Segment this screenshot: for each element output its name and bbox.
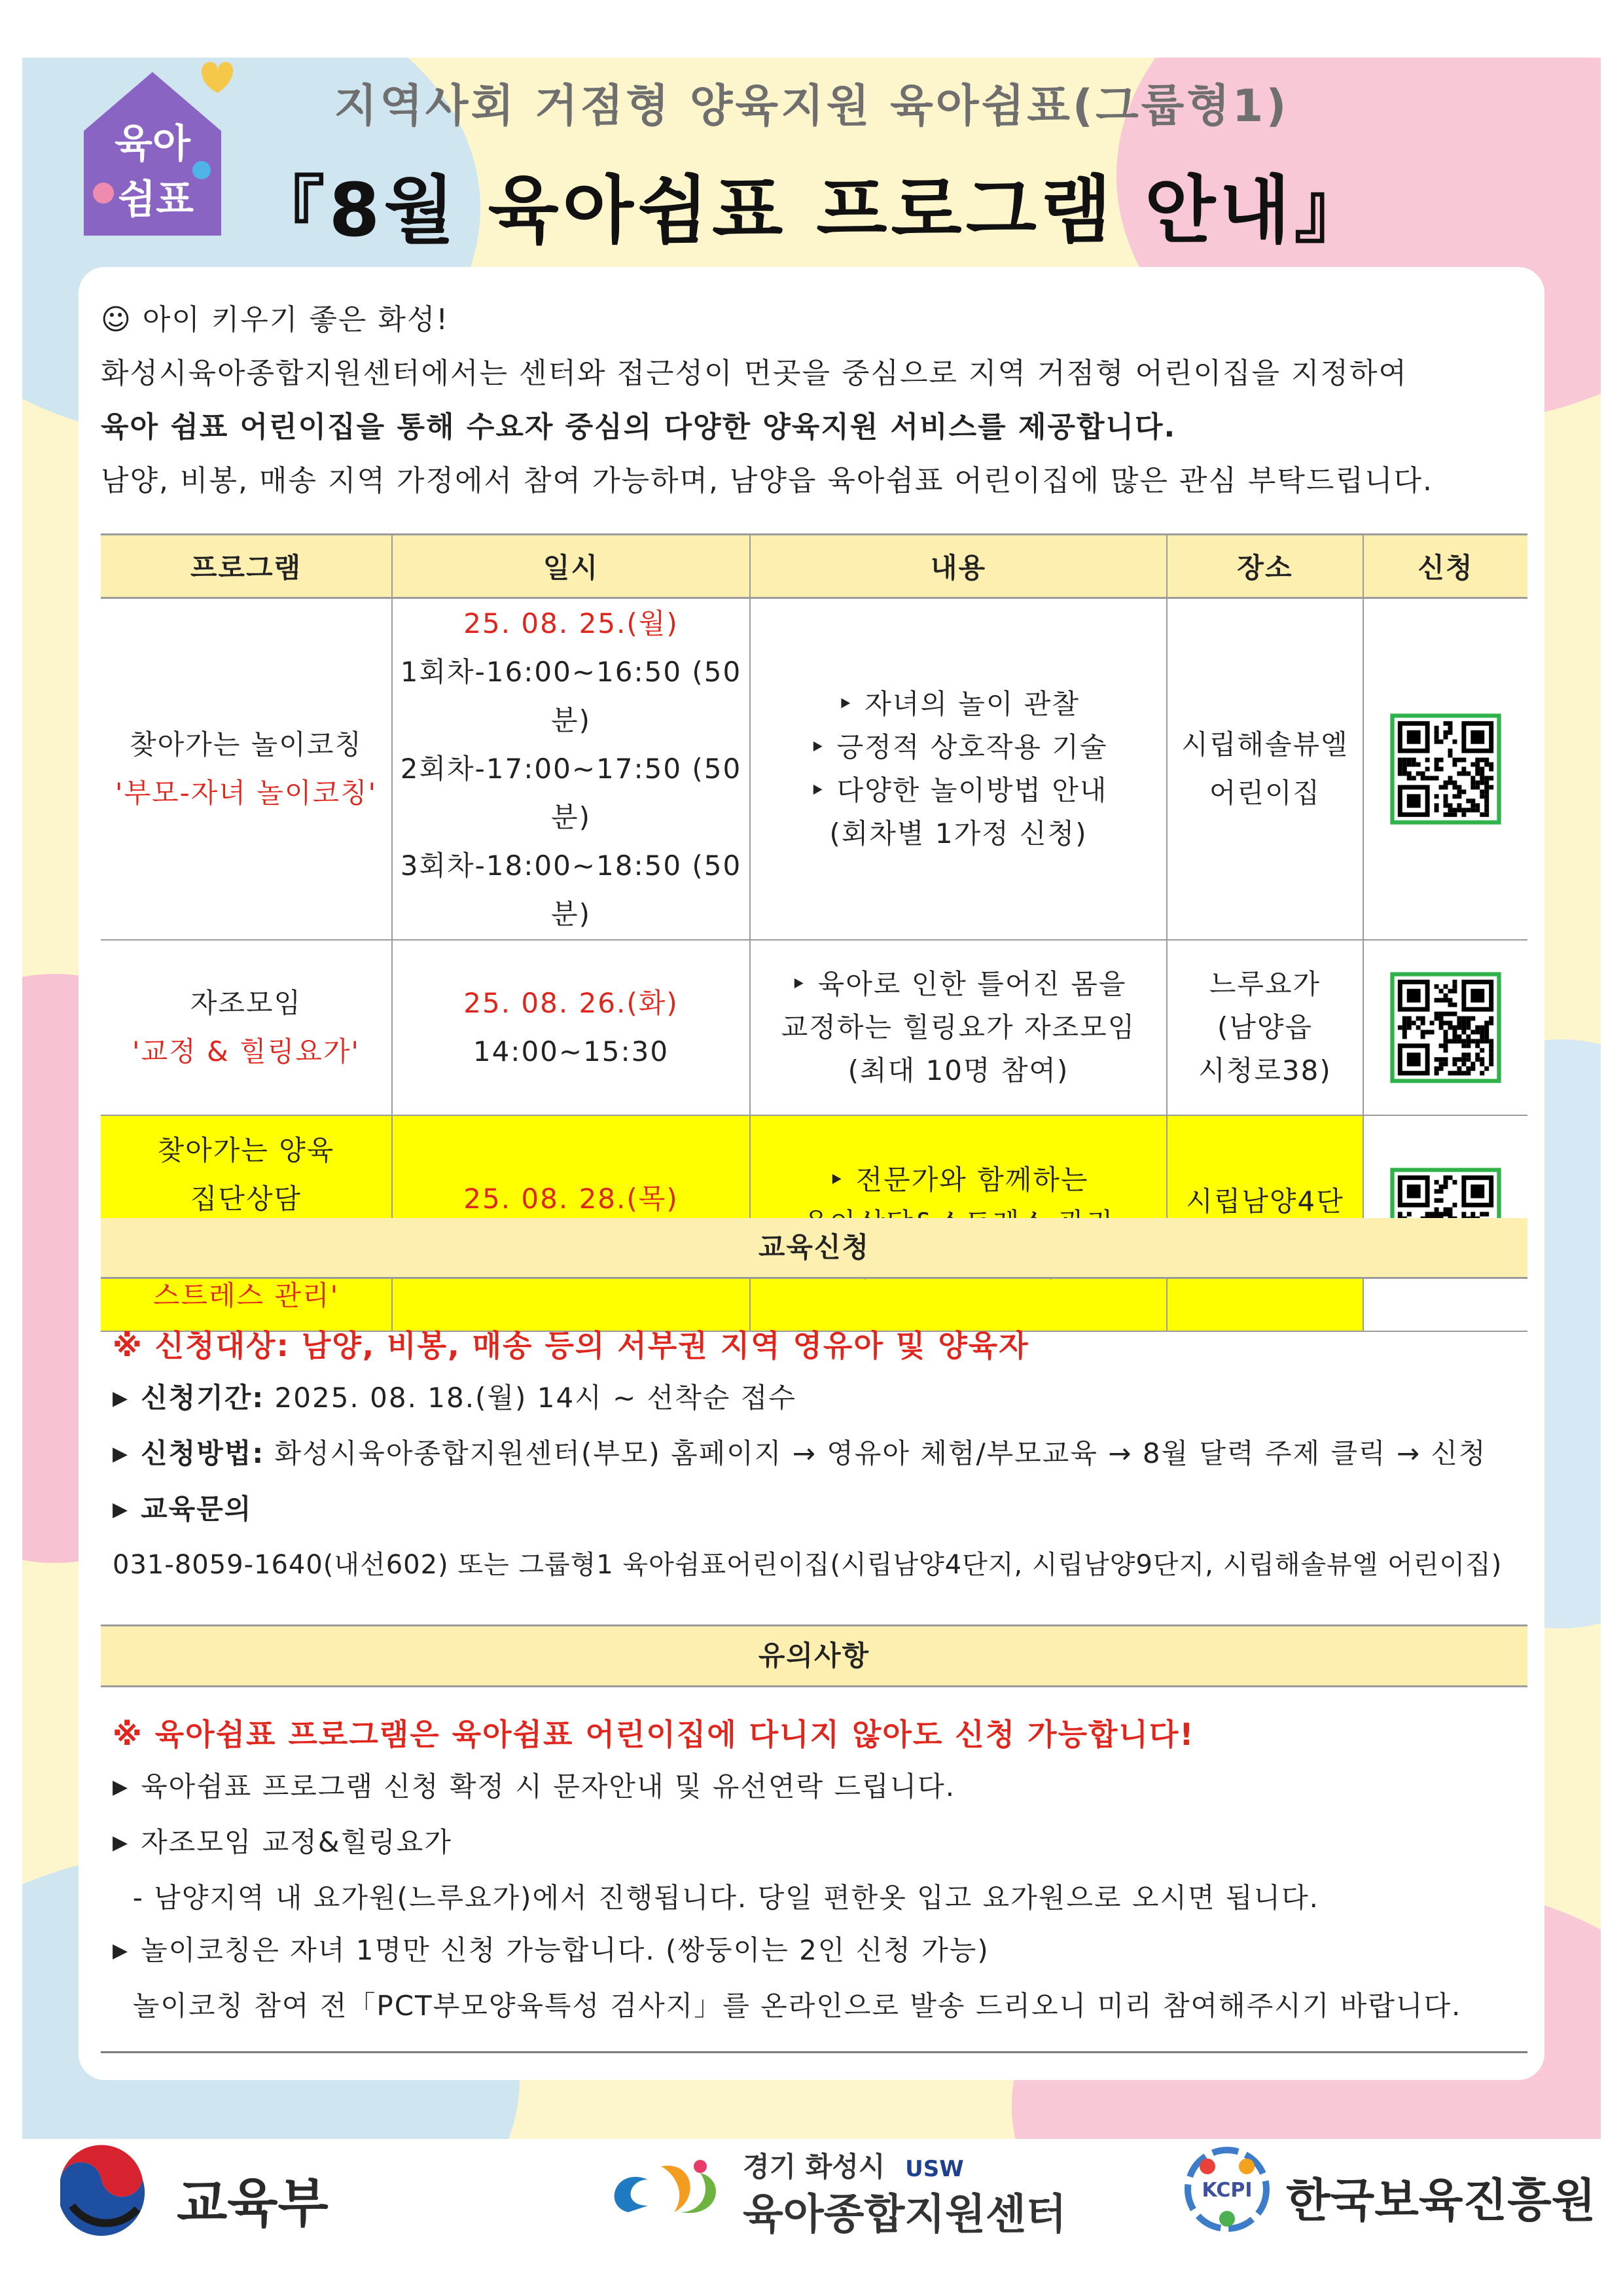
notes-highlight: ※ 육아쉼표 프로그램은 육아쉼표 어린이집에 다니지 않아도 신청 가능합니다!: [113, 1717, 1195, 1752]
content-line: 교정하는 힐링요가 자조모임: [781, 1011, 1136, 1043]
program-date: 25. 08. 28.(목): [463, 1183, 679, 1215]
table-row: [101, 940, 1527, 1115]
kcpi-label: 한국보육진흥원: [1286, 2174, 1596, 2227]
usw-mark: USW: [905, 2156, 964, 2182]
apply-period-label: 신청기간:: [141, 1382, 265, 1414]
place-line: (남양읍: [1217, 1011, 1313, 1043]
program-time: 2회차-17:00~17:50 (50분): [400, 753, 742, 833]
qr-code-icon[interactable]: [1390, 713, 1501, 825]
taegeuk-icon: [52, 2140, 151, 2238]
notes-item-text: 자조모임 교정&힐링요가: [141, 1826, 452, 1858]
moe-label: 교육부: [177, 2173, 329, 2234]
center-logo: [602, 2140, 1073, 2238]
notes-item: [113, 1816, 1539, 1872]
center-city: 경기 화성시: [743, 2151, 885, 2183]
program-subtitle: 스트레스 관리': [152, 1280, 340, 1312]
notes-item: [113, 1761, 1539, 1816]
datetime-cell: [392, 598, 750, 941]
notes-item-sub: 놀이코칭 참여 전「PCT부모양육특성 검사지」를 온라인으로 발송 드리오니 미리 참여해주시기 바랍니다.: [113, 1990, 1462, 2022]
place-cell: [1167, 598, 1363, 941]
notes-section: [113, 1708, 1539, 2032]
logo-text-top: 육아: [115, 121, 190, 167]
kcpi-emblem-icon: [1178, 2140, 1276, 2238]
notes-item-sub: - 남양지역 내 요가원(느루요가)에서 진행됩니다. 당일 편한옷 입고 요가원으로 오시면 됩니다.: [113, 1882, 1320, 1914]
divider: [101, 2051, 1527, 2053]
content-line: ‣ 다양한 놀이방법 안내: [809, 774, 1108, 806]
content-line: ‣ 전문가와 함께하는: [828, 1164, 1089, 1196]
apply-method-value: 화성시육아종합지원센터(부모) 홈페이지 → 영유아 체험/부모교육 → 8월 달력 주제 클릭 → 신청: [274, 1437, 1487, 1469]
apply-section-heading: 교육신청: [101, 1218, 1527, 1279]
col-header-program: 프로그램: [101, 535, 392, 598]
apply-period-value: 2025. 08. 18.(월) 14시 ~ 선착순 접수: [274, 1382, 796, 1414]
content-line: ‣ 긍정적 상호작용 기술: [809, 731, 1108, 763]
program-date: 25. 08. 26.(화): [463, 987, 679, 1019]
content-line: (회차별 1가정 신청): [829, 817, 1088, 850]
qr-cell: [1363, 940, 1527, 1115]
moe-logo: [52, 2140, 327, 2238]
program-subtitle: '부모-자녀 놀이코칭': [115, 777, 378, 809]
notes-item: [113, 1924, 1539, 1980]
center-top-line: [743, 2145, 964, 2185]
apply-inquiry: [113, 1483, 1539, 1539]
apply-section: [113, 1319, 1539, 1591]
triangle-bullet-icon: ▶: [113, 1387, 130, 1410]
table-header-row: [101, 535, 1527, 598]
program-cell: [101, 598, 392, 941]
content-line: ‣ 육아로 인한 틀어진 몸을: [790, 968, 1127, 1000]
content-line: (최대 10명 참여): [847, 1054, 1069, 1086]
program-time: 1회차-16:00~16:50 (50분): [400, 656, 742, 736]
apply-period: [113, 1372, 1539, 1427]
notes-section-heading: 유의사항: [101, 1624, 1527, 1687]
col-header-apply: 신청: [1363, 535, 1527, 598]
apply-inquiry-value: 031-8059-1640(내선602) 또는 그룹형1 육아쉼표어린이집(시립남양4단지, 시립남양9단지, 시립해솔뷰엘 어린이집): [113, 1550, 1503, 1580]
intro-line: 화성시육아종합지원센터에서는 센터와 접근성이 먼곳을 중심으로 지역 거점형 어린이집을 지정하여: [101, 357, 1408, 390]
program-table: [101, 533, 1527, 1332]
page-subtitle: 지역사회 거점형 양육지원 육아쉼표(그룹형1): [334, 81, 1289, 132]
program-name: 자조모임: [190, 987, 302, 1019]
content-cell: [750, 598, 1167, 941]
center-emblem-icon: [602, 2140, 733, 2238]
apply-method: [113, 1427, 1539, 1483]
kcpi-badge-text: KCPI: [1202, 2179, 1253, 2202]
place-line: 시립해솔뷰엘: [1181, 728, 1349, 761]
triangle-bullet-icon: ▶: [113, 1939, 130, 1962]
apply-inquiry-label: 교육문의: [141, 1493, 253, 1525]
intro-line-bold: 육아 쉼표 어린이집을 통해 수요자 중심의 다양한 양육지원 서비스를 제공합니다.: [101, 410, 1177, 444]
program-subtitle: '교정 & 힐링요가': [132, 1035, 360, 1067]
intro-line: ☺ 아이 키우기 좋은 화성!: [101, 303, 449, 336]
place-line: 느루요가: [1209, 968, 1321, 1000]
program-name: 집단상담: [190, 1183, 302, 1215]
col-header-datetime: 일시: [392, 535, 750, 598]
notes-item-text: 육아쉼표 프로그램 신청 확정 시 문자안내 및 유선연락 드립니다.: [141, 1770, 956, 1803]
program-time: 3회차-18:00~18:50 (50분): [400, 850, 742, 930]
table-row: [101, 598, 1527, 941]
center-name: 육아종합지원센터: [743, 2191, 1067, 2239]
qr-cell: [1363, 598, 1527, 941]
program-name: 찾아가는 놀이코칭: [130, 728, 363, 761]
intro-text: [101, 293, 1541, 508]
place-line: 어린이집: [1209, 777, 1321, 809]
program-time: 14:00~15:30: [473, 1035, 669, 1067]
col-header-content: 내용: [750, 535, 1167, 598]
notes-item-text: 놀이코칭은 자녀 1명만 신청 가능합니다. (쌍둥이는 2인 신청 가능): [141, 1934, 990, 1966]
place-line: 시립남양4단: [1186, 1185, 1344, 1217]
program-name: 찾아가는 양육: [157, 1134, 335, 1166]
page-title: 『8월 육아쉼표 프로그램 안내』: [251, 168, 1372, 253]
datetime-cell: [392, 940, 750, 1115]
qr-code-icon[interactable]: [1390, 972, 1501, 1083]
triangle-bullet-icon: ▶: [113, 1831, 130, 1854]
col-header-place: 장소: [1167, 535, 1363, 598]
place-line: 시청로38): [1198, 1054, 1332, 1086]
logo-text-bottom: 쉼표: [118, 177, 194, 223]
content-cell: [750, 940, 1167, 1115]
triangle-bullet-icon: ▶: [113, 1443, 130, 1465]
triangle-bullet-icon: ▶: [113, 1498, 130, 1521]
kcpi-logo: [1178, 2140, 1596, 2238]
program-cell: [101, 940, 392, 1115]
place-cell: [1167, 940, 1363, 1115]
apply-method-label: 신청방법:: [141, 1437, 265, 1469]
program-date: 25. 08. 25.(월): [463, 607, 679, 639]
apply-target: ※ 신청대상: 남양, 비봉, 매송 등의 서부권 지역 영유아 및 양육자: [113, 1328, 1029, 1363]
intro-line: 남양, 비봉, 매송 지역 가정에서 참여 가능하며, 남양읍 육아쉼표 어린이집에 많은 관심 부탁드립니다.: [101, 464, 1433, 497]
triangle-bullet-icon: ▶: [113, 1776, 130, 1799]
content-line: ‣ 자녀의 놀이 관찰: [837, 688, 1080, 720]
